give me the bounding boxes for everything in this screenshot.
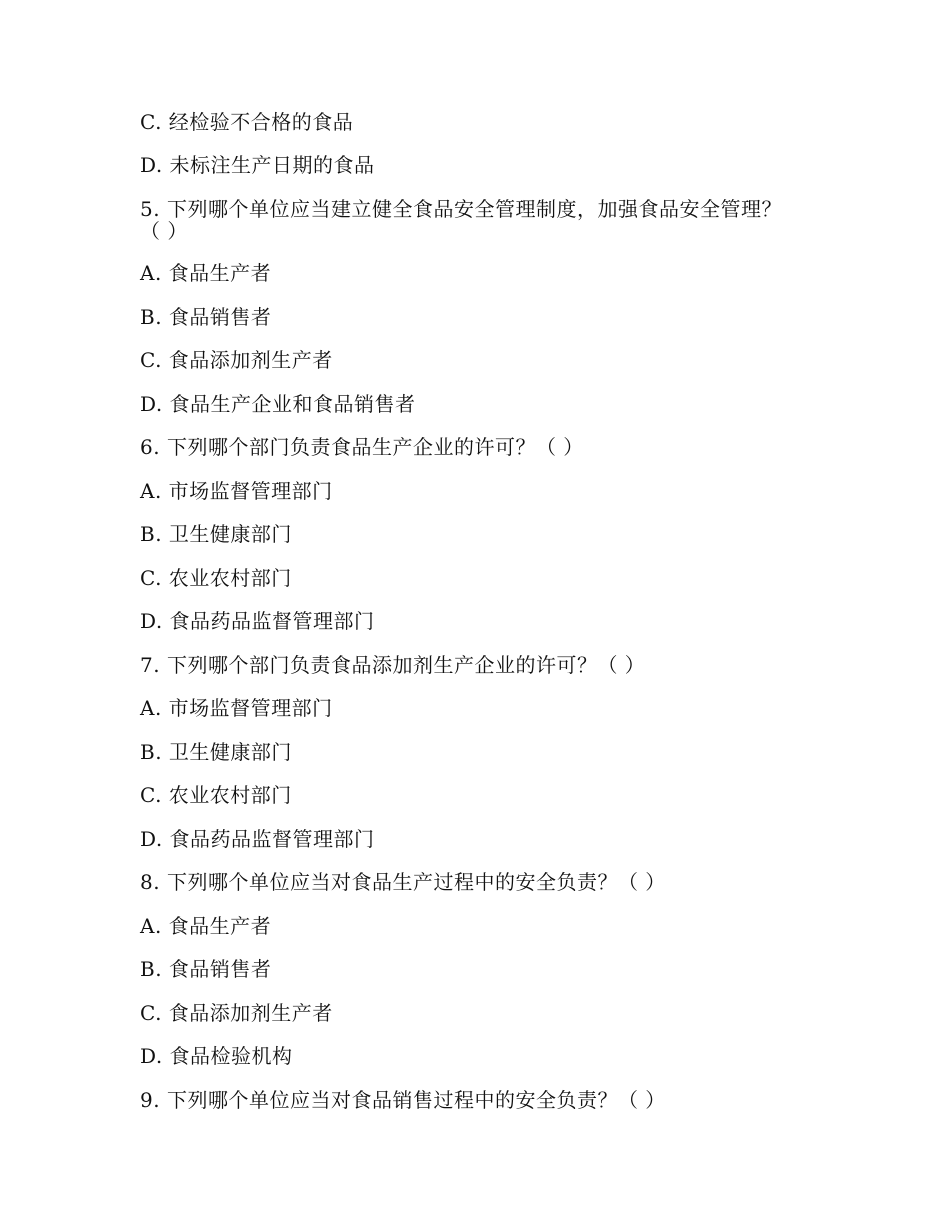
question-8-text: 8. 下列哪个单位应当对食品生产过程中的安全负责？（ ） (140, 870, 666, 894)
question-6-option-b: B. 卫生健康部门 (140, 522, 292, 546)
question-7-option-b: B. 卫生健康部门 (140, 740, 292, 764)
question-6-option-a: A. 市场监督管理部门 (140, 479, 333, 503)
question-7-option-c: C. 农业农村部门 (140, 783, 292, 807)
question-8-option-b: B. 食品销售者 (140, 957, 272, 981)
option-c-line: C. 经检验不合格的食品 (140, 110, 354, 134)
question-7-text: 7. 下列哪个部门负责食品添加剂生产企业的许可？（ ） (140, 653, 646, 677)
question-8-option-c: C. 食品添加剂生产者 (140, 1001, 333, 1025)
question-5-text: 5. 下列哪个单位应当建立健全食品安全管理制度，加强食品安全管理？（ ） (140, 197, 782, 243)
question-9-text: 9. 下列哪个单位应当对食品销售过程中的安全负责？（ ） (140, 1088, 666, 1112)
question-7-option-a: A. 市场监督管理部门 (140, 696, 333, 720)
question-7-option-d: D. 食品药品监督管理部门 (140, 827, 375, 851)
question-6-option-c: C. 农业农村部门 (140, 566, 292, 590)
question-6-option-d: D. 食品药品监督管理部门 (140, 609, 375, 633)
option-d-line: D. 未标注生产日期的食品 (140, 153, 375, 177)
question-5-option-a: A. 食品生产者 (140, 261, 272, 285)
question-5-option-b: B. 食品销售者 (140, 305, 272, 329)
question-8-option-a: A. 食品生产者 (140, 914, 272, 938)
question-6-text: 6. 下列哪个部门负责食品生产企业的许可？（ ） (140, 435, 584, 459)
question-5-option-d: D. 食品生产企业和食品销售者 (140, 392, 416, 416)
question-8-option-d: D. 食品检验机构 (140, 1044, 293, 1068)
question-5-option-c: C. 食品添加剂生产者 (140, 348, 333, 372)
